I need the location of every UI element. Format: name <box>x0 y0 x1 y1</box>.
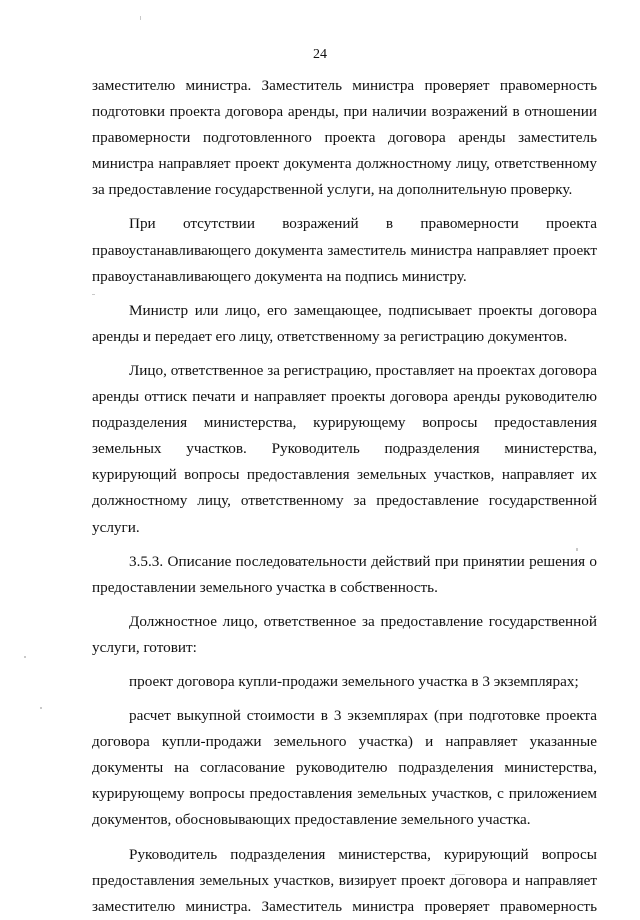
paragraph-9 <box>92 842 597 920</box>
scan-speck <box>455 874 465 875</box>
text-line: предоставления земельных участков, визирует проект договора и направляет <box>92 871 597 889</box>
document-body <box>92 73 597 920</box>
scan-speck <box>150 878 162 879</box>
text-line: заместителю министра. Заместитель министра проверяет правомерность <box>92 897 597 915</box>
page-number: 24 <box>313 47 327 62</box>
text-line: проект договора купли-продажи земельного участка в 3 экземплярах; <box>129 672 579 690</box>
text-line: Лицо, ответственное за регистрацию, проставляет на проектах договора <box>129 361 598 379</box>
paragraph-2 <box>92 211 597 289</box>
paragraph-8 <box>92 703 597 833</box>
paragraph-7 <box>92 669 597 695</box>
text-line: При отсутствии возражений в правомерности проекта <box>129 215 597 233</box>
text-line: Министр или лицо, его замещающее, подписывает проекты договора <box>129 301 597 319</box>
text-line: договора купли-продажи земельного участка) и направляет указанные <box>92 733 597 751</box>
text-line: аренды оттиск печати и направляет проекты договора аренды руководителю <box>92 388 597 406</box>
text-line: правоустанавливающего документа на подпись министру. <box>92 267 467 285</box>
text-line: подразделения министерства, курирующему вопросы предоставления <box>92 414 597 432</box>
text-line: должностному лицу, ответственному за предоставление государственной <box>92 492 597 510</box>
scan-speck <box>576 548 578 551</box>
text-line: правомерности подготовленного проекта договора аренды заместитель <box>92 129 597 147</box>
text-line: расчет выкупной стоимости в 3 экземплярах (при подготовке проекта <box>129 707 597 725</box>
text-line: подготовки проекта договора аренды, при наличии возражений в отношении <box>92 103 597 121</box>
paragraph-4 <box>92 358 597 541</box>
paragraph-3 <box>92 298 597 350</box>
text-line: курирующий вопросы предоставления земельных участков, направляет их <box>92 466 597 484</box>
scan-speck <box>40 707 42 709</box>
scan-speck <box>140 16 141 20</box>
text-line: документы на согласование руководителю подразделения министерства, <box>92 759 597 777</box>
text-line: заместителю министра. Заместитель министра проверяет правомерность <box>92 77 597 94</box>
text-line: предоставлении земельного участка в собственность. <box>92 578 438 596</box>
paragraph-1 <box>92 73 597 203</box>
text-line: за предоставление государственной услуги, на дополнительную проверку. <box>92 181 573 199</box>
text-line: документов, обосновывающих предоставление земельного участка. <box>92 811 531 829</box>
text-line: услуги, готовит: <box>92 638 197 656</box>
text-line: аренды и передает его лицу, ответственному за регистрацию документов. <box>92 327 568 345</box>
paragraph-6 <box>92 609 597 661</box>
text-line: услуги. <box>92 518 140 536</box>
text-line: Руководитель подразделения министерства, курирующий вопросы <box>129 845 597 863</box>
text-line: министра направляет проект документа должностному лицу, ответственному <box>92 155 597 173</box>
scan-speck <box>92 294 95 295</box>
text-line: земельных участков. Руководитель подразделения министерства, <box>92 440 597 458</box>
text-line: правоустанавливающего документа заместитель министра направляет проект <box>92 241 597 259</box>
text-line: 3.5.3. Описание последовательности действий при принятии решения о <box>129 552 597 570</box>
text-line: Должностное лицо, ответственное за предоставление государственной <box>129 612 597 630</box>
paragraph-5 <box>92 549 597 601</box>
scan-speck <box>24 656 26 658</box>
text-line: курирующему вопросы предоставления земельных участков, с приложением <box>92 785 597 803</box>
